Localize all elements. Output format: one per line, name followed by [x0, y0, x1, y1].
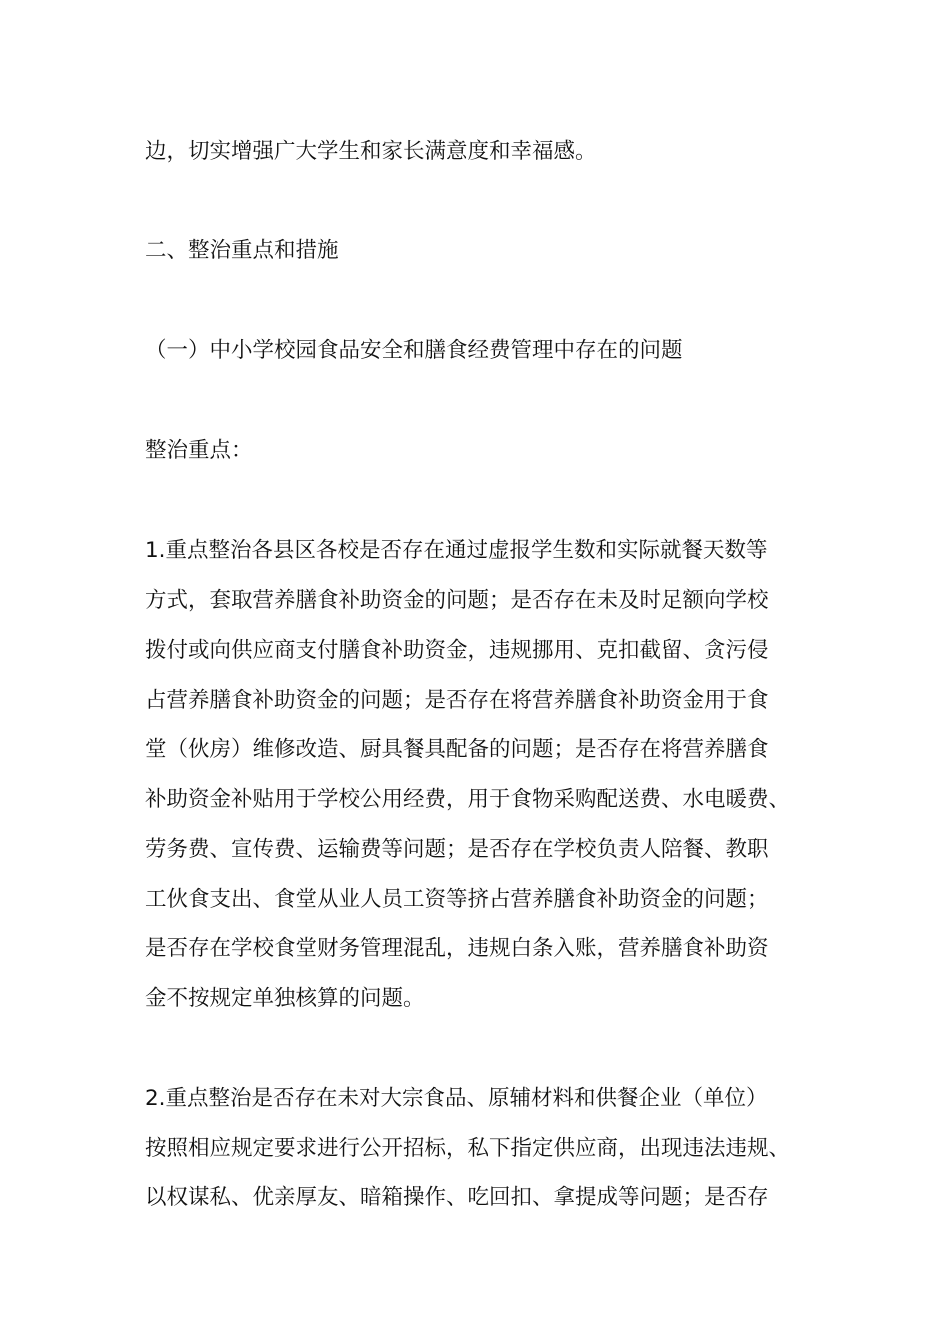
paragraph-1-line: 堂（伙房）维修改造、厨具餐具配备的问题；是否存在将营养膳食 [145, 737, 769, 762]
section-heading: 二、整治重点和措施 [145, 238, 339, 263]
paragraph-1-line: 1.重点整治各县区各校是否存在通过虚报学生数和实际就餐天数等 [145, 538, 768, 563]
paragraph-1-line: 劳务费、宣传费、运输费等问题；是否存在学校负责人陪餐、教职 [145, 837, 769, 862]
paragraph-1-line: 工伙食支出、食堂从业人员工资等挤占营养膳食补助资金的问题； [145, 887, 769, 912]
paragraph-1-line: 占营养膳食补助资金的问题；是否存在将营养膳食补助资金用于食 [145, 688, 769, 713]
paragraph-1-line: 是否存在学校食堂财务管理混乱，违规白条入账，营养膳食补助资 [145, 936, 769, 961]
text-line-continuation: 边，切实增强广大学生和家长满意度和幸福感。 [145, 139, 597, 164]
paragraph-2-line: 以权谋私、优亲厚友、暗箱操作、吃回扣、拿提成等问题；是否存 [145, 1185, 769, 1210]
paragraph-1-line: 补助资金补贴用于学校公用经费，用于食物采购配送费、水电暖费、 [145, 787, 791, 812]
subsection-heading: （一）中小学校园食品安全和膳食经费管理中存在的问题 [145, 338, 683, 363]
paragraph-1-line: 方式，套取营养膳食补助资金的问题；是否存在未及时足额向学校 [145, 588, 769, 613]
paragraph-2-line: 2.重点整治是否存在未对大宗食品、原辅材料和供餐企业（单位） [145, 1086, 768, 1111]
focus-label: 整治重点： [145, 438, 253, 463]
paragraph-2-line: 按照相应规定要求进行公开招标，私下指定供应商，出现违法违规、 [145, 1136, 791, 1161]
paragraph-1-line: 拨付或向供应商支付膳食补助资金，违规挪用、克扣截留、贪污侵 [145, 638, 769, 663]
paragraph-1-line: 金不按规定单独核算的问题。 [145, 986, 425, 1011]
